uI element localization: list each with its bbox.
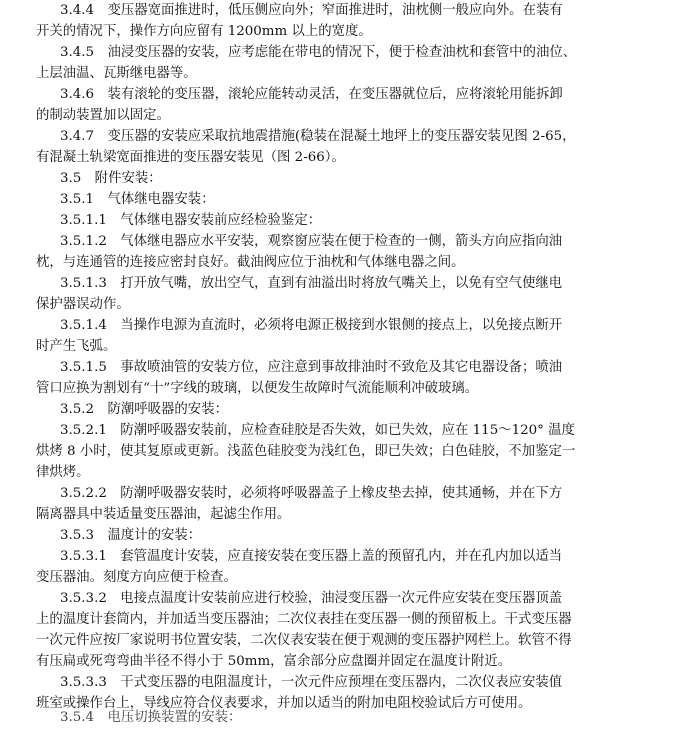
clause-3-5-3-2-line-2: 上的温度计套筒内，并加适当变压器油；二次仪表挂在变压器一侧的预留板上。干式变压器 [36,612,572,627]
clause-3-5-1-5-line-2: 管口应换为割划有“十”字线的玻璃，以便发生故障时气流能顺利冲破玻璃。 [36,381,479,396]
subsection-heading-3-5-4-partial: 3.5.4 电压切换装置的安装： [60,710,242,725]
clause-3-4-7-line-1: 3.4.7 变压器的安装应采取抗地震措施(稳装在混凝土地坪上的变压器安装见图 2-65， [60,129,576,144]
subsection-heading-3-5-3: 3.5.3 温度计的安装： [60,528,202,543]
clause-3-4-5-line-1: 3.4.5 油浸变压器的安装，应考虑能在带电的情况下，便于检查油枕和套管中的油位、 [60,45,577,60]
clause-3-5-2-1-line-3: 律烘烤。 [36,465,90,480]
clause-3-5-3-2-line-3: 一次元件应按厂家说明书位置安装，二次仪表安装在便于观测的变压器护网栏上。软管不得 [36,633,572,648]
clause-3-4-6-line-2: 的制动装置加以固定。 [36,108,170,123]
clause-3-5-3-1-line-2: 变压器油。刻度方向应便于检查。 [36,570,237,585]
clause-3-4-5-line-2: 上层油温、瓦斯继电器等。 [36,66,197,81]
subsection-heading-3-5-2: 3.5.2 防潮呼吸器的安装： [60,402,228,417]
clause-3-5-1-2-line-1: 3.5.1.2 气体继电器应水平安装，观察窗应装在便于检查的一侧，箭头方向应指向油 [60,234,563,249]
clause-3-5-1-5-line-1: 3.5.1.5 事故喷油管的安装方位，应注意到事故排油时不致危及其它电器设备；喷油 [60,360,563,375]
clause-3-5-3-3-line-2: 班室或操作台上，导线应符合仪表要求，并加以适当的附加电阻校验试后方可使用。 [36,696,532,711]
clause-3-5-3-2-line-1: 3.5.3.2 电接点温度计安装前应进行校验，油浸变压器一次元件应安装在变压器顶盖 [60,591,563,606]
clause-3-4-4-line-2: 开关的情况下，操作方向应留有 1200mm 以上的宽度。 [36,24,372,39]
clause-3-5-1-4-line-2: 时产生飞弧。 [36,339,117,354]
clause-3-5-1-2-line-2: 枕，与连通管的连接应密封良好。截油阀应位于油枕和气体继电器之间。 [36,255,465,270]
clause-3-4-6-line-1: 3.4.6 装有滚轮的变压器，滚轮应能转动灵活，在变压器就位后，应将滚轮用能拆卸 [60,87,563,102]
clause-3-5-1-1: 3.5.1.1 气体继电器安装前应经检验鉴定： [60,213,322,228]
clause-3-5-2-2-line-2: 隔离器具中装适量变压器油，起滤尘作用。 [36,507,291,522]
clause-3-5-2-1-line-2: 烘烤 8 小时，使其复原或更新。浅蓝色硅胶变为浅红色，即已失效；白色硅胶，不加鉴定一 [36,444,576,459]
clause-3-5-1-4-line-1: 3.5.1.4 当操作电源为直流时，必须将电源正极接到水银侧的接点上，以免接点断开 [60,318,563,333]
clause-3-5-3-1-line-1: 3.5.3.1 套管温度计安装，应直接安装在变压器上盖的预留孔内，并在孔内加以适当 [60,549,563,564]
clause-3-5-3-3-line-1: 3.5.3.3 干式变压器的电阻温度计，一次元件应预埋在变压器内，二次仪表应安装值 [60,675,563,690]
clause-3-5-2-1-line-1: 3.5.2.1 防潮呼吸器安装前，应检查硅胶是否失效，如已失效，应在 115～120° 温度 [60,423,575,438]
clause-3-5-1-3-line-1: 3.5.1.3 打开放气嘴，放出空气，直到有油溢出时将放气嘴关上，以免有空气使继电 [60,276,563,291]
clause-3-4-7-line-2: 有混凝土轨梁宽面推进的变压器安装见（图 2-66）。 [36,150,345,165]
subsection-heading-3-5-1: 3.5.1 气体继电器安装： [60,192,215,207]
section-heading-3-5: 3.5 附件安装： [60,171,162,186]
clause-3-5-1-3-line-2: 保护器误动作。 [36,297,130,312]
clause-3-4-4-line-1: 3.4.4 变压器宽面推进时，低压侧应向外；窄面推进时，油枕侧一般应向外。在装有 [60,3,563,18]
clause-3-5-2-2-line-1: 3.5.2.2 防潮呼吸器安装时，必须将呼吸器盖子上橡皮垫去掉，使其通畅，并在下方 [60,486,563,501]
clause-3-5-3-2-line-4: 有压扁或死弯弯曲半径不得小于 50mm，富余部分应盘圈并固定在温度计附近。 [36,654,512,669]
